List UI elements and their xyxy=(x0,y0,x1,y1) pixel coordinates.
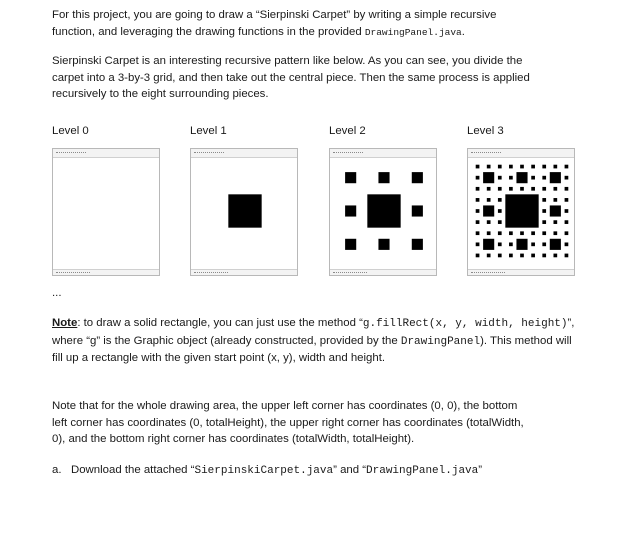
step-a-code-sierpinski: SierpinskiCarpet.java xyxy=(194,465,334,477)
carpet-square xyxy=(509,231,513,235)
carpet-square xyxy=(412,205,423,216)
carpet-square xyxy=(509,187,513,191)
window-titlebar xyxy=(468,149,574,158)
level-1-window xyxy=(190,148,298,276)
carpet-square xyxy=(498,198,502,202)
note-text-3: ). This method will fill up a rectangle with the given start point (x, y), width and height. xyxy=(52,334,572,364)
carpet-square xyxy=(476,231,480,235)
carpet-square xyxy=(553,220,557,224)
carpet-square xyxy=(553,198,557,202)
level-0-window xyxy=(52,148,160,276)
carpet-square xyxy=(476,198,480,202)
carpet-square xyxy=(565,220,569,224)
level-3-window xyxy=(467,148,575,276)
coords-line-2: left corner has coordinates (0, totalHeight), the upper right corner has coordinates (totalWidth, xyxy=(52,416,524,429)
carpet-square xyxy=(378,172,389,183)
carpet-square xyxy=(476,242,480,246)
carpet-square xyxy=(498,254,502,258)
carpet-square xyxy=(531,231,535,235)
carpet-square xyxy=(550,172,561,183)
description-paragraph xyxy=(52,53,582,103)
carpet-square xyxy=(498,231,502,235)
carpet-square xyxy=(550,239,561,250)
carpet-square xyxy=(487,254,491,258)
carpet-square xyxy=(531,176,535,180)
coords-line-1: Note that for the whole drawing area, the upper left corner has coordinates (0, 0), the bottom xyxy=(52,400,518,412)
carpet-square xyxy=(509,176,513,180)
carpet-square xyxy=(542,242,546,246)
level-2-label: Level 2 xyxy=(329,125,366,137)
carpet-square xyxy=(483,205,494,216)
step-a xyxy=(52,462,582,480)
carpet-square xyxy=(487,165,491,169)
step-a-code-drawingpanel: DrawingPanel.java xyxy=(366,465,479,477)
carpet-square xyxy=(228,194,261,227)
carpet-square xyxy=(516,239,527,250)
carpet-square xyxy=(542,198,546,202)
carpet-square xyxy=(476,254,480,258)
window-statusbar xyxy=(53,269,159,275)
carpet-square xyxy=(542,209,546,213)
window-titlebar xyxy=(191,149,297,158)
carpet-square xyxy=(412,239,423,250)
carpet-square xyxy=(531,254,535,258)
carpet-square xyxy=(498,187,502,191)
level-1-carpet xyxy=(195,161,295,261)
carpet-square xyxy=(520,165,524,169)
description-line-2: carpet into a 3-by-3 grid, and then take out the central piece. Then the same process is applied xyxy=(52,71,530,84)
carpet-square xyxy=(498,242,502,246)
intro-paragraph xyxy=(52,7,582,41)
carpet-square xyxy=(487,198,491,202)
intro-line-1: For this project, you are going to draw a “Sierpinski Carpet” by writing a simple recursive xyxy=(52,9,497,21)
intro-code-drawingpanel: DrawingPanel.java xyxy=(364,26,462,38)
carpet-square xyxy=(498,209,502,213)
carpet-square xyxy=(553,165,557,169)
carpet-square xyxy=(476,220,480,224)
window-statusbar xyxy=(191,269,297,275)
carpet-square xyxy=(542,187,546,191)
carpet-square xyxy=(487,220,491,224)
ellipsis: ... xyxy=(52,287,62,299)
level-2-carpet xyxy=(334,161,434,261)
intro-period: . xyxy=(461,25,465,38)
description-line-1: Sierpinski Carpet is an interesting recursive pattern like below. As you can see, you divide the xyxy=(52,55,523,67)
level-3-label: Level 3 xyxy=(467,125,504,137)
step-a-text-2: ” and “ xyxy=(333,464,367,476)
note-text-2: ”, where “g” is the Graphic object (already constructed, provided by the xyxy=(52,317,575,347)
carpet-square xyxy=(565,176,569,180)
level-0-carpet xyxy=(57,161,157,261)
coords-line-3: 0), and the bottom right corner has coordinates (totalWidth, totalHeight). xyxy=(52,433,415,445)
level-1-label: Level 1 xyxy=(190,125,227,137)
carpet-square xyxy=(412,172,423,183)
intro-line-2: function, and leveraging the drawing functions in the provided xyxy=(52,25,365,38)
carpet-square xyxy=(542,176,546,180)
step-a-text-3: ” xyxy=(478,464,483,476)
carpet-square xyxy=(531,242,535,246)
carpet-square xyxy=(483,239,494,250)
carpet-square xyxy=(565,254,569,258)
carpet-square xyxy=(378,239,389,250)
carpet-square xyxy=(487,231,491,235)
carpet-square xyxy=(553,231,557,235)
level-3-carpet xyxy=(472,161,572,261)
level-2-window xyxy=(329,148,437,276)
carpet-square xyxy=(565,198,569,202)
carpet-square xyxy=(550,205,561,216)
carpet-square xyxy=(509,254,513,258)
carpet-square xyxy=(498,220,502,224)
carpet-square xyxy=(542,165,546,169)
carpet-square xyxy=(498,176,502,180)
carpet-square xyxy=(487,187,491,191)
window-titlebar xyxy=(53,149,159,158)
carpet-square xyxy=(476,165,480,169)
carpet-square xyxy=(345,239,356,250)
carpet-square xyxy=(476,209,480,213)
carpet-square xyxy=(565,231,569,235)
carpet-square xyxy=(476,187,480,191)
description-line-3: recursively to the eight surrounding pieces. xyxy=(52,88,269,100)
note-code-fillrect: g.fillRect(x, y, width, height) xyxy=(362,318,568,330)
carpet-square xyxy=(565,165,569,169)
note-code-drawingpanel: DrawingPanel xyxy=(400,335,481,348)
window-statusbar xyxy=(330,269,436,275)
carpet-square xyxy=(553,254,557,258)
carpet-square xyxy=(542,231,546,235)
carpet-square xyxy=(565,187,569,191)
carpet-square xyxy=(498,165,502,169)
window-titlebar xyxy=(330,149,436,158)
carpet-square xyxy=(367,194,400,227)
carpet-square xyxy=(520,231,524,235)
carpet-square xyxy=(553,187,557,191)
carpet-square xyxy=(345,172,356,183)
window-statusbar xyxy=(468,269,574,275)
coordinates-paragraph xyxy=(52,398,582,448)
carpet-square xyxy=(483,172,494,183)
carpet-square xyxy=(531,187,535,191)
carpet-square xyxy=(476,176,480,180)
carpet-square xyxy=(345,205,356,216)
carpet-square xyxy=(542,220,546,224)
step-a-marker: a. xyxy=(52,464,62,476)
carpet-square xyxy=(520,187,524,191)
carpet-square xyxy=(520,254,524,258)
carpet-square xyxy=(542,254,546,258)
carpet-square xyxy=(565,209,569,213)
carpet-square xyxy=(516,172,527,183)
carpet-square xyxy=(531,165,535,169)
level-0-label: Level 0 xyxy=(52,125,89,137)
carpet-square xyxy=(509,165,513,169)
note-paragraph xyxy=(52,315,582,367)
step-a-text-1: Download the attached “ xyxy=(71,464,195,476)
note-label: Note xyxy=(52,317,78,329)
note-text-1: : to draw a solid rectangle, you can just use the method “ xyxy=(77,317,363,329)
carpet-square xyxy=(565,242,569,246)
carpet-square xyxy=(505,194,538,227)
carpet-square xyxy=(509,242,513,246)
